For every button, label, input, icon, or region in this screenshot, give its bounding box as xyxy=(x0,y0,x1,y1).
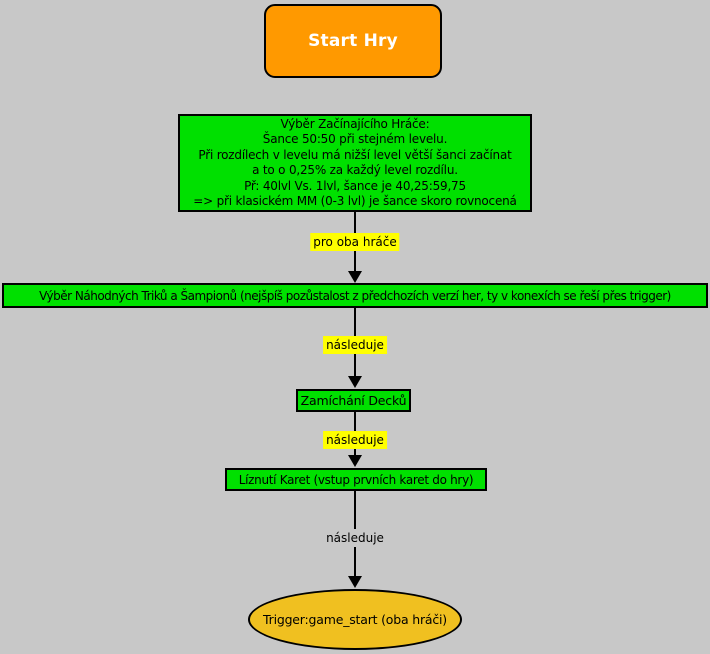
node-text-line: => při klasickém MM (0-3 lvl) je šance skoro rovnocená xyxy=(193,194,517,208)
arrowhead-icon xyxy=(348,455,362,467)
node-start-hry xyxy=(264,4,442,78)
node-text-line: Šance 50:50 při stejném levelu. xyxy=(262,132,448,146)
node-text-line: Př: 40lvl Vs. 1lvl, šance je 40,25:59,75 xyxy=(244,178,466,193)
arrowhead-icon xyxy=(348,271,362,283)
node-text-line: a to o 0,25% za každý level rozdílu. xyxy=(252,163,458,177)
edge-label-nasleduje: následuje xyxy=(323,336,387,354)
node-draw-cards xyxy=(225,468,487,491)
node-text-line: Výběr Začínajícího Hráče: xyxy=(280,116,430,131)
arrowhead-icon xyxy=(348,376,362,388)
node-shuffle-decks-label: Zamíchání Decků xyxy=(300,393,407,408)
edge-label-nasleduje: následuje xyxy=(323,431,387,449)
node-draw-cards-label: Líznutí Karet (vstup prvních karet do hry) xyxy=(238,472,474,487)
edge-label-nasleduje: následuje xyxy=(320,529,390,547)
node-text-line: Při rozdílech v levelu má nižší level větší šanci začínat xyxy=(198,147,512,162)
node-random-tricks-champions xyxy=(2,283,708,308)
node-random-tricks-label: Výběr Náhodných Triků a Šampionů (nejšpíš pozůstalost z předchozích verzí her, ty v konexích se řeší přes trigger) xyxy=(39,288,671,303)
node-start-hry-label: Start Hry xyxy=(308,31,398,51)
arrowhead-icon xyxy=(348,576,362,588)
node-trigger-game-start-label: Trigger:game_start (oba hráči) xyxy=(263,612,447,627)
node-trigger-game-start xyxy=(248,589,462,650)
node-shuffle-decks xyxy=(296,389,411,412)
node-select-starting-player xyxy=(178,114,532,212)
edge-label-pro-oba-hrace: pro oba hráče xyxy=(310,233,399,251)
